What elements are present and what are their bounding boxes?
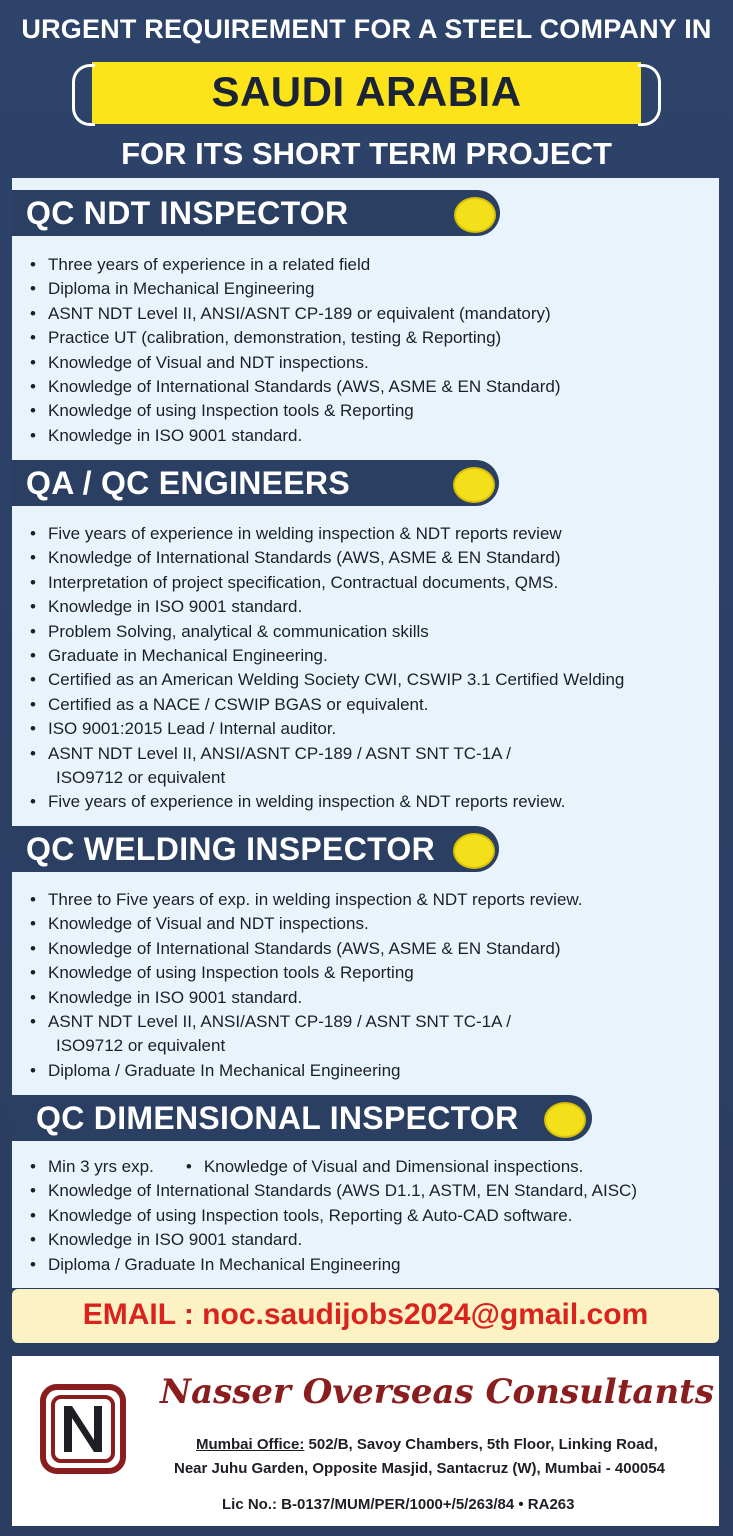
section-title-qc-ndt (12, 190, 500, 236)
list-item: • Knowledge in ISO 9001 standard. (30, 425, 303, 445)
list-item: • Diploma in Mechanical Engineering (30, 279, 315, 299)
list-item-continuation: ISO9712 or equivalent (56, 1036, 226, 1056)
country-banner (78, 62, 655, 124)
list-item: • Problem Solving, analytical & communication skills (30, 621, 429, 641)
footer (12, 1356, 719, 1526)
list-item: • Knowledge of Visual and NDT inspections. (30, 352, 369, 372)
section-title-text: QA / QC ENGINEERS (26, 465, 350, 501)
section-title-text: QC WELDING INSPECTOR (26, 831, 435, 867)
list-item: • Knowledge in ISO 9001 standard. (30, 597, 303, 617)
list-item: • Knowledge in ISO 9001 standard. (30, 987, 303, 1007)
list-item: • ASNT NDT Level II, ANSI/ASNT CP-189 or equivalent (mandatory) (30, 303, 551, 323)
email-text[interactable]: EMAIL : noc.saudijobs2024@gmail.com (82, 1298, 649, 1331)
list-item: • Three years of experience in a related field (30, 255, 371, 274)
section-title-qc-dimensional (12, 1095, 592, 1141)
list-item: • ISO 9001:2015 Lead / Internal auditor. (30, 719, 337, 739)
header-line-1: URGENT REQUIREMENT FOR A STEEL COMPANY IN (21, 14, 712, 44)
yellow-dot-icon (453, 833, 495, 869)
list-item: • Diploma / Graduate In Mechanical Engineering (30, 1060, 401, 1080)
section-title-qa-qc (12, 460, 499, 506)
list-item: • Knowledge of using Inspection tools & Reporting (30, 963, 414, 983)
email-banner (12, 1289, 719, 1343)
list-qc-welding (30, 888, 582, 1083)
list-item: • Min 3 yrs exp. • Knowledge of Visual and Dimensional inspections. (30, 1157, 584, 1176)
list-item: • Certified as an American Welding Society CWI, CSWIP 3.1 Certified Welding (30, 670, 625, 690)
list-qc-ndt (30, 253, 560, 448)
list-item-continuation: ISO9712 or equivalent (56, 767, 226, 787)
list-item: • Knowledge of using Inspection tools, Reporting & Auto-CAD software. (30, 1205, 573, 1225)
address-line-2: Near Juhu Garden, Opposite Masjid, Santacruz (W), Mumbai - 400054 (174, 1460, 665, 1477)
yellow-dot-icon (544, 1102, 586, 1138)
list-item: • Knowledge of International Standards (AWS D1.1, ASTM, EN Standard, AISC) (30, 1181, 637, 1201)
header-line-3: FOR ITS SHORT TERM PROJECT (121, 136, 612, 171)
address-line-1: Mumbai Office: 502/B, Savoy Chambers, 5th Floor, Linking Road, (196, 1436, 658, 1453)
list-item: • Practice UT (calibration, demonstration, testing & Reporting) (30, 328, 502, 348)
list-item: • Knowledge of International Standards (AWS, ASME & EN Standard) (30, 376, 561, 396)
list-item: • Certified as a NACE / CSWIP BGAS or equivalent. (30, 694, 429, 714)
section-title-qc-welding (12, 826, 499, 872)
list-item: • Knowledge of Visual and NDT inspections. (30, 914, 369, 934)
list-item: • ASNT NDT Level II, ANSI/ASNT CP-189 / ASNT SNT TC-1A / (30, 1011, 511, 1031)
section-title-text: QC DIMENSIONAL INSPECTOR (36, 1100, 519, 1136)
list-item: • ASNT NDT Level II, ANSI/ASNT CP-189 / ASNT SNT TC-1A / (30, 743, 511, 763)
list-item: • Three to Five years of exp. in welding inspection & NDT reports review. (30, 890, 583, 909)
list-item: • Knowledge of International Standards (AWS, ASME & EN Standard) (30, 938, 561, 958)
license-number: Lic No.: B-0137/MUM/PER/1000+/5/263/84 • RA263 (222, 1496, 575, 1513)
office-label: Mumbai Office: (196, 1436, 305, 1453)
list-item: • Diploma / Graduate In Mechanical Engineering (30, 1254, 401, 1274)
company-name: Nasser Overseas Consultants (160, 1372, 715, 1412)
list-item: • Knowledge of using Inspection tools & Reporting (30, 401, 414, 421)
list-qc-dimensional (30, 1155, 637, 1277)
list-item: • Five years of experience in welding inspection & NDT reports review. (30, 792, 566, 812)
list-item: • Knowledge of International Standards (AWS, ASME & EN Standard) (30, 548, 561, 568)
list-qa-qc (30, 522, 624, 815)
country-title: SAUDI ARABIA (211, 68, 522, 115)
section-title-text: QC NDT INSPECTOR (26, 195, 349, 231)
yellow-dot-icon (453, 467, 495, 503)
nc-logo-icon (40, 1384, 126, 1474)
yellow-dot-icon (454, 197, 496, 233)
list-item: • Interpretation of project specification, Contractual documents, QMS. (30, 572, 559, 592)
list-item: • Knowledge in ISO 9001 standard. (30, 1230, 303, 1250)
list-item: • Five years of experience in welding inspection & NDT reports review (30, 524, 562, 543)
list-item: • Graduate in Mechanical Engineering. (30, 645, 328, 665)
